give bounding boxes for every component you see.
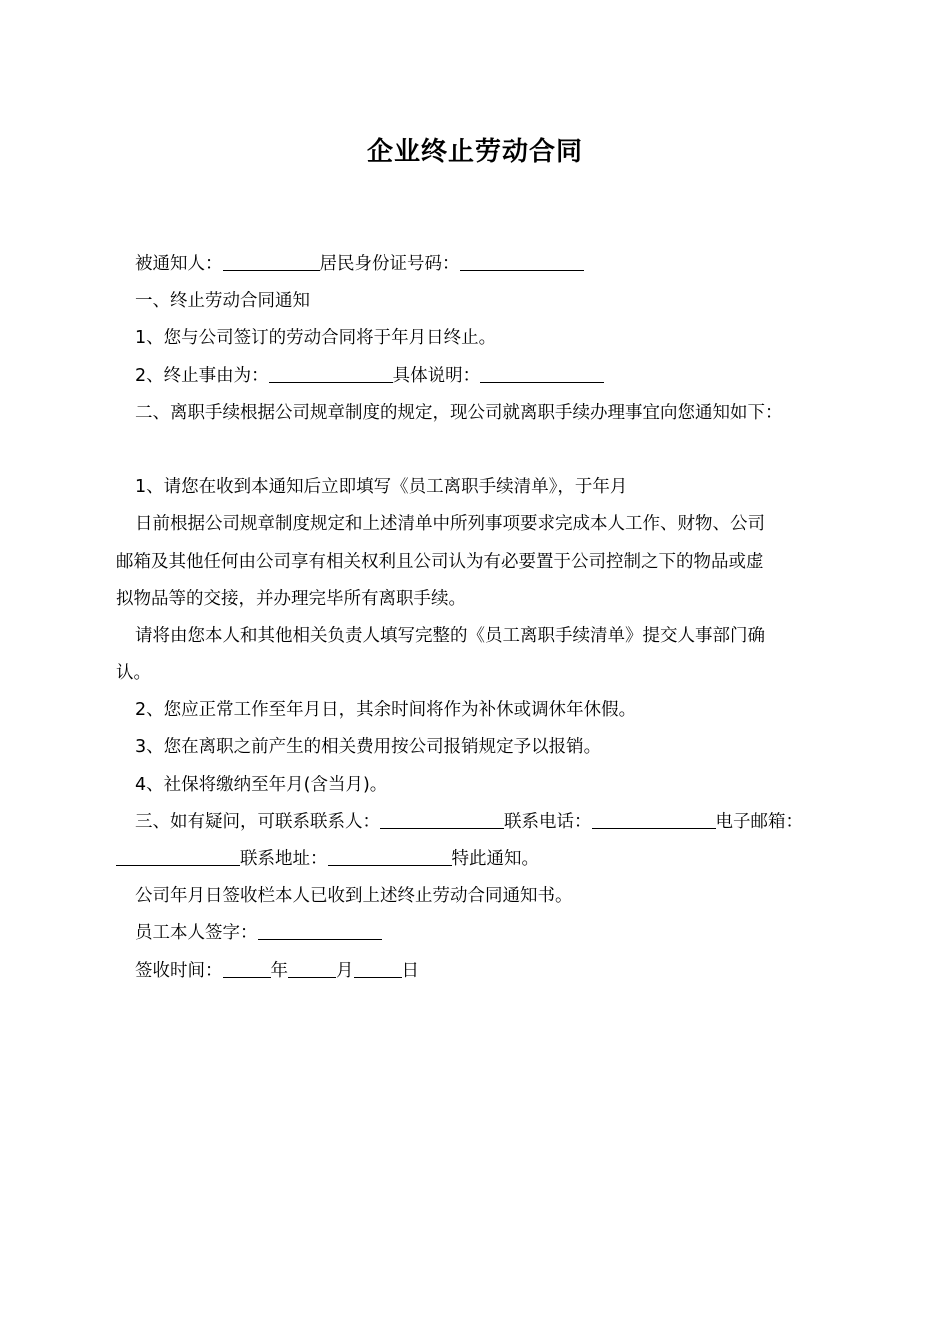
detail-blank xyxy=(480,365,604,383)
signature-blank xyxy=(258,922,382,940)
section-2-item-1-line-a: 1、请您在收到本通知后立即填写《员工离职手续清单》，于年月 xyxy=(135,477,628,498)
reason-blank xyxy=(269,365,393,383)
month-text: 月 xyxy=(336,960,354,981)
year-text: 年 xyxy=(270,960,288,981)
id-label: 居民身份证号码： xyxy=(319,254,460,274)
email-blank xyxy=(116,848,240,866)
notified-person-line xyxy=(116,246,851,283)
receipt-line: 公司年月日签收栏本人已收到上述终止劳动合同通知书。 xyxy=(135,886,573,907)
notice-end: 特此通知。 xyxy=(451,849,539,869)
section-3-contact-line xyxy=(116,804,851,841)
contact-person-blank xyxy=(380,811,504,829)
receipt-date-line xyxy=(116,953,851,990)
section-2-item-1-line-e: 请将由您本人和其他相关负责人填写完整的《员工离职手续清单》提交人事部门确 xyxy=(135,625,765,646)
section-3-address-line xyxy=(116,841,851,878)
signature-line xyxy=(116,915,851,952)
month-blank xyxy=(288,960,336,978)
section-1-heading: 一、终止劳动合同通知 xyxy=(135,291,310,312)
address-blank xyxy=(328,848,452,866)
document-body xyxy=(116,246,851,990)
contact-person-label: 三、如有疑问，可联系联系人： xyxy=(135,811,380,832)
blank-gap xyxy=(116,432,851,469)
section-2-item-4: 4、社保将缴纳至年月(含当月)。 xyxy=(135,774,388,795)
notified-label: 被通知人： xyxy=(135,254,223,274)
document-title: 企业终止劳动合同 xyxy=(366,137,583,167)
detail-label: 具体说明： xyxy=(392,365,481,386)
address-label: 联系地址： xyxy=(240,849,328,869)
day-text: 日 xyxy=(401,960,419,981)
email-label: 电子邮箱： xyxy=(715,811,803,832)
section-2-item-2: 2、您应正常工作至年月日，其余时间将作为补休或调休年休假。 xyxy=(135,700,637,721)
section-1-item-2 xyxy=(116,358,851,395)
section-2-item-1-line-f: 认。 xyxy=(116,663,151,684)
section-2-item-3: 3、您在离职之前产生的相关费用按公司报销规定予以报销。 xyxy=(135,737,602,758)
section-2-heading: 二、离职手续根据公司规章制度的规定，现公司就离职手续办理事宜向您通知如下： xyxy=(135,402,783,423)
id-blank xyxy=(460,253,584,271)
section-2-item-1-line-d: 拟物品等的交接，并办理完毕所有离职手续。 xyxy=(116,588,466,609)
reason-label: 2、终止事由为： xyxy=(135,365,269,386)
section-2-item-1-line-b: 日前根据公司规章制度规定和上述清单中所列事项要求完成本人工作、财物、公司 xyxy=(135,514,765,535)
day-blank xyxy=(354,960,402,978)
phone-blank xyxy=(592,811,716,829)
section-2-item-1-line-c: 邮箱及其他任何由公司享有相关权利且公司认为有必要置于公司控制之下的物品或虚 xyxy=(116,551,764,572)
section-1-item-1: 1、您与公司签订的劳动合同将于年月日终止。 xyxy=(135,328,497,349)
year-blank xyxy=(223,960,271,978)
phone-label: 联系电话： xyxy=(504,811,592,832)
signature-label: 员工本人签字： xyxy=(135,923,258,944)
notified-blank xyxy=(223,253,320,271)
date-label: 签收时间： xyxy=(135,960,223,981)
